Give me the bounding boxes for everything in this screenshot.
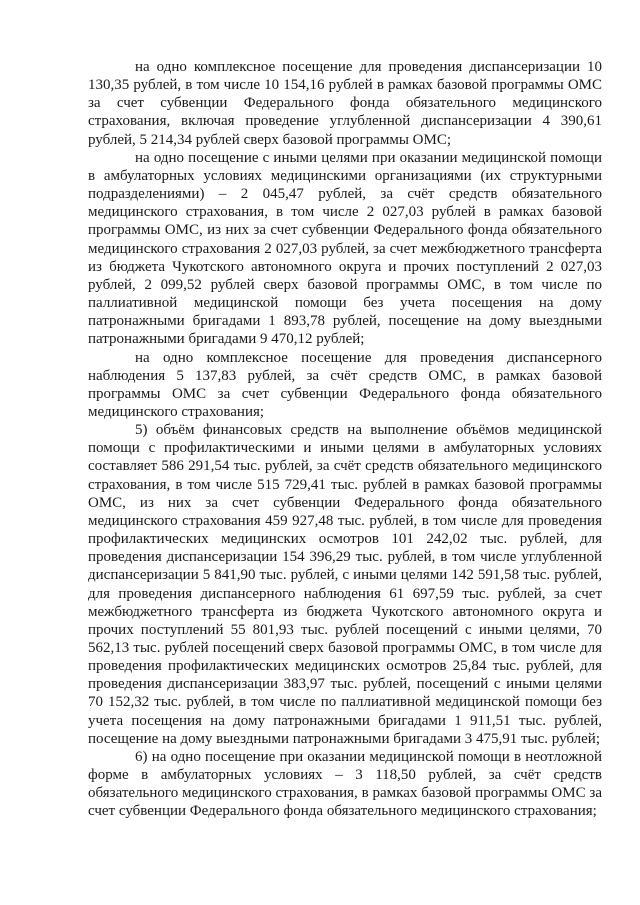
paragraph-item-5-financing-volume: 5) объём финансовых средств на выполнение объёмов медицинской помощи с профилактическими и иными целями в амбулаторных условиях составляет 586 291,54 тыс. рублей, за счёт средств обязательного медицинского страхования, в том числе 515 729,41 тыс. рублей в рамках базовой программы ОМС, из них за счет субвенции Федерального фонда обязательного медицинского страхования 459 927,48 тыс. рублей, в том числе для проведения профилактических медицинских осмотров 101 242,02 тыс. рублей, для проведения диспансеризации 154 396,29 тыс. рублей, в том числе углубленной диспансеризации 5 841,90 тыс. рублей, с иными целями 142 591,58 тыс. рублей, для проведения диспансерного наблюдения 61 697,59 тыс. рублей, за счет межбюджетного трансферта из бюджета Чукотского автономного округа и прочих поступлений 55 801,93 тыс. рублей посещений с иными целями, 70 562,13 тыс. рублей посещений сверх базовой программы ОМС, в том числе для проведения профилактических медицинских осмотров 25,84 тыс. рублей, для проведения диспансеризации 383,97 тыс. рублей, посещений с иными целями 70 152,32 тыс. рублей, в том числе по паллиативной медицинской помощи без учета посещения на дому патронажными бригадами 1 911,51 тыс. рублей, посещение на дому выездными патронажными бригадами 3 475,91 тыс. рублей; (88, 422, 602, 747)
paragraph-dispensary-complex-visit: на одно комплексное посещение для проведения диспансеризации 10 130,35 рублей, в том числе 10 154,16 рублей в рамках базовой программы ОМС за счет субвенции Федерального фонда обязательного медицинского страхования, включая проведение углубленной диспансеризации 4 390,61 рублей, 5 214,34 рублей сверх базовой программы ОМС; (88, 59, 602, 148)
paragraph-dispensary-observation: на одно комплексное посещение для проведения диспансерного наблюдения 5 137,83 рублей, за счёт средств ОМС, в рамках базовой программы ОМС за счет субвенции Федерального фонда обязательного медицинского страхования; (88, 349, 602, 420)
paragraph-visit-other-purposes: на одно посещение с иными целями при оказании медицинской помощи в амбулаторных условиях медицинскими организациями (их структурными подразделениями) – 2 045,47 рублей, за счёт средств обязательного медицинского страхования, в том числе 2 027,03 рублей в рамках базовой программы ОМС, из них за счет субвенции Федерального фонда обязательного медицинского страхования 2 027,03 рублей, за счет межбюджетного трансферта из бюджета Чукотского автономного округа и прочих поступлений 2 027,03 рублей, 2 099,52 рублей сверх базовой программы ОМС, в том числе по паллиативной медицинской помощи без учета посещения на дому патронажными бригадами 1 893,78 рублей, посещение на дому выездными патронажными бригадами 9 470,12 рублей; (88, 149, 602, 348)
paragraph-item-6-urgent-care: 6) на одно посещение при оказании медицинской помощи в неотложной форме в амбулаторных условиях – 3 118,50 рублей, за счёт средств обязательного медицинского страхования, в рамках базовой программы ОМС за счет субвенции Федерального фонда обязательного медицинского страхования; (88, 748, 602, 820)
document-page (88, 58, 602, 821)
